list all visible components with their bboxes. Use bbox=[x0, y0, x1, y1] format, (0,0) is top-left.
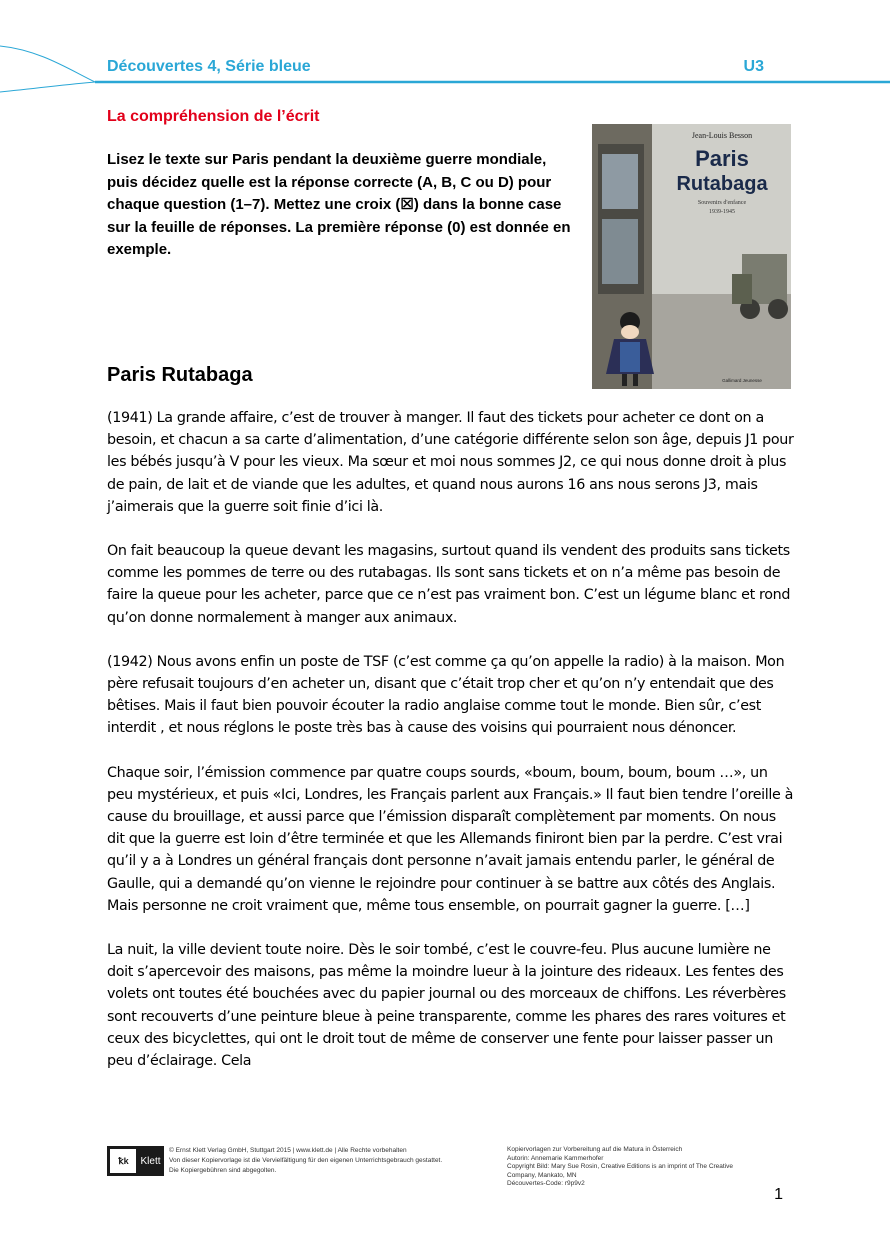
footer-line: Copyright Bild: Mary Sue Rosin, Creative Editions is an imprint of The Creative bbox=[507, 1163, 734, 1170]
page-number: 1 bbox=[774, 1186, 783, 1203]
cover-title-line2: Rutabaga bbox=[676, 173, 768, 195]
footer-line: © Ernst Klett Verlag GmbH, Stuttgart 2015 | www.klett.de | Alle Rechte vorbehalten bbox=[169, 1147, 407, 1154]
header-title: Découvertes 4, Série bleue bbox=[107, 58, 311, 75]
footer-copyright bbox=[169, 1146, 489, 1176]
paragraph: La nuit, la ville devient toute noire. Dès le soir tombé, c’est le couvre-feu. Plus aucune lumière ne doit s’apercevoir des maisons, pas même la moindre lueur à la jointure des rideaux. Les fentes des volets ont toutes été bouchées avec du papier journal ou des morceaux de chiffons. Les réverbères sont recouverts d’une peinture bleue à peine transparente, comme les phares des rares voitures et ceux des bicyclettes, qui ont le droit tout de même de conserver une fente pour laisser passer un peu d’éclairage. Cela bbox=[107, 942, 786, 1070]
klett-logo bbox=[107, 1146, 164, 1176]
footer-line: Company, Mankato, MN bbox=[507, 1171, 577, 1179]
unit-code: U3 bbox=[743, 58, 764, 75]
footer-line: Autorin: Annemarie Kammerhofer bbox=[507, 1154, 604, 1162]
cover-subtitle: Souvenirs d'enfance bbox=[697, 200, 747, 206]
footer-line: Kopiervorlagen zur Vorbereitung auf die Matura in Österreich bbox=[507, 1146, 683, 1153]
paragraph: (1942) Nous avons enfin un poste de TSF (c’est comme ça qu’on appelle la radio) à la maison. Mon père refusait toujours d’en acheter un, disant que c’était trop cher et qu’on n’y entendait que des bêtises. Mais il faut bien pouvoir écouter la radio anglaise comme tout le monde. Bien sûr, c’est interdit , et nous réglons le poste très bas à cause des voisins qui pourraient nous dénoncer. bbox=[107, 653, 785, 737]
footer-credits bbox=[507, 1146, 767, 1189]
footer-line: Découvertes-Code: r9p9v2 bbox=[507, 1180, 585, 1187]
cover-author: Jean-Louis Besson bbox=[691, 131, 753, 140]
paragraph: (1941) La grande affaire, c’est de trouver à manger. Il faut des tickets pour acheter ce dont on a besoin, et chacun a sa carte d’alimentation, d’une catégorie différente selon son âge, depuis J1 pour les bébés jusqu’à V pour les vieux. Ma sœur et moi nous sommes J2, ce qui nous donne droit à plus de pain, de lait et de viande que les adultes, et quand nous aurons 16 ans nous serons J3, mais j’aimerais que la guerre soit finie d’ici là. bbox=[107, 410, 794, 515]
cover-years: 1939-1945 bbox=[709, 209, 735, 215]
cover-title-line1: Paris bbox=[695, 146, 749, 171]
logo-mark-icon: ꝁk bbox=[110, 1149, 136, 1173]
paragraph: On fait beaucoup la queue devant les magasins, surtout quand ils vendent des produits sans tickets comme les pommes de terre ou des rutabagas. Ils sont sans tickets et on n’a même pas besoin de faire la queue pour les acheter, parce que ce n’est pas vraiment bon. C’est un légume blanc et rond qu’on donne normalement à manger aux animaux. bbox=[107, 543, 791, 626]
instructions: Lisez le texte sur Paris pendant la deuxième guerre mondiale, puis décidez quelle est la réponse correcte (A, B, C ou D) pour chaque question (1–7). Mettez une croix (☒) dans la bonne case sur la feuille de réponses. La première réponse (0) est donnée en exemple. bbox=[107, 151, 571, 258]
section-title: La compréhension de l’écrit bbox=[107, 108, 320, 125]
paragraph: Chaque soir, l’émission commence par quatre coups sourds, «boum, boum, boum, boum …», un peu mystérieux, et puis «Ici, Londres, les Français parlent aux Français.» Il faut bien tendre l’oreille à cause du brouillage, et aussi parce que l’émission disparaît complètement par moments. On nous dit que la guerre est loin d’être terminée et que les Allemands finiront bien par la perdre. C’est vrai qu’il y a à Londres un général français dont personne n’avait jamais entendu parler, le général de Gaulle, qui a demandé qu’on vienne le rejoindre pour continuer à se battre aux côtés des Anglais. Mais personne ne croit vraiment que, même tous ensemble, on pourrait gagner la guerre. […] bbox=[107, 764, 794, 914]
logo-text: Klett bbox=[140, 1155, 161, 1167]
book-cover-image bbox=[592, 124, 791, 389]
story-text bbox=[107, 407, 797, 1094]
footer-line: Die Kopiergebühren sind abgegolten. bbox=[169, 1167, 277, 1174]
story-title: Paris Rutabaga bbox=[107, 364, 253, 386]
footer-line: Von dieser Kopiervorlage ist die Vervielfältigung für den eigenen Unterrichtsgebrauch gestattet. bbox=[169, 1157, 443, 1164]
cover-publisher: Gallimard Jeunesse bbox=[722, 378, 762, 383]
